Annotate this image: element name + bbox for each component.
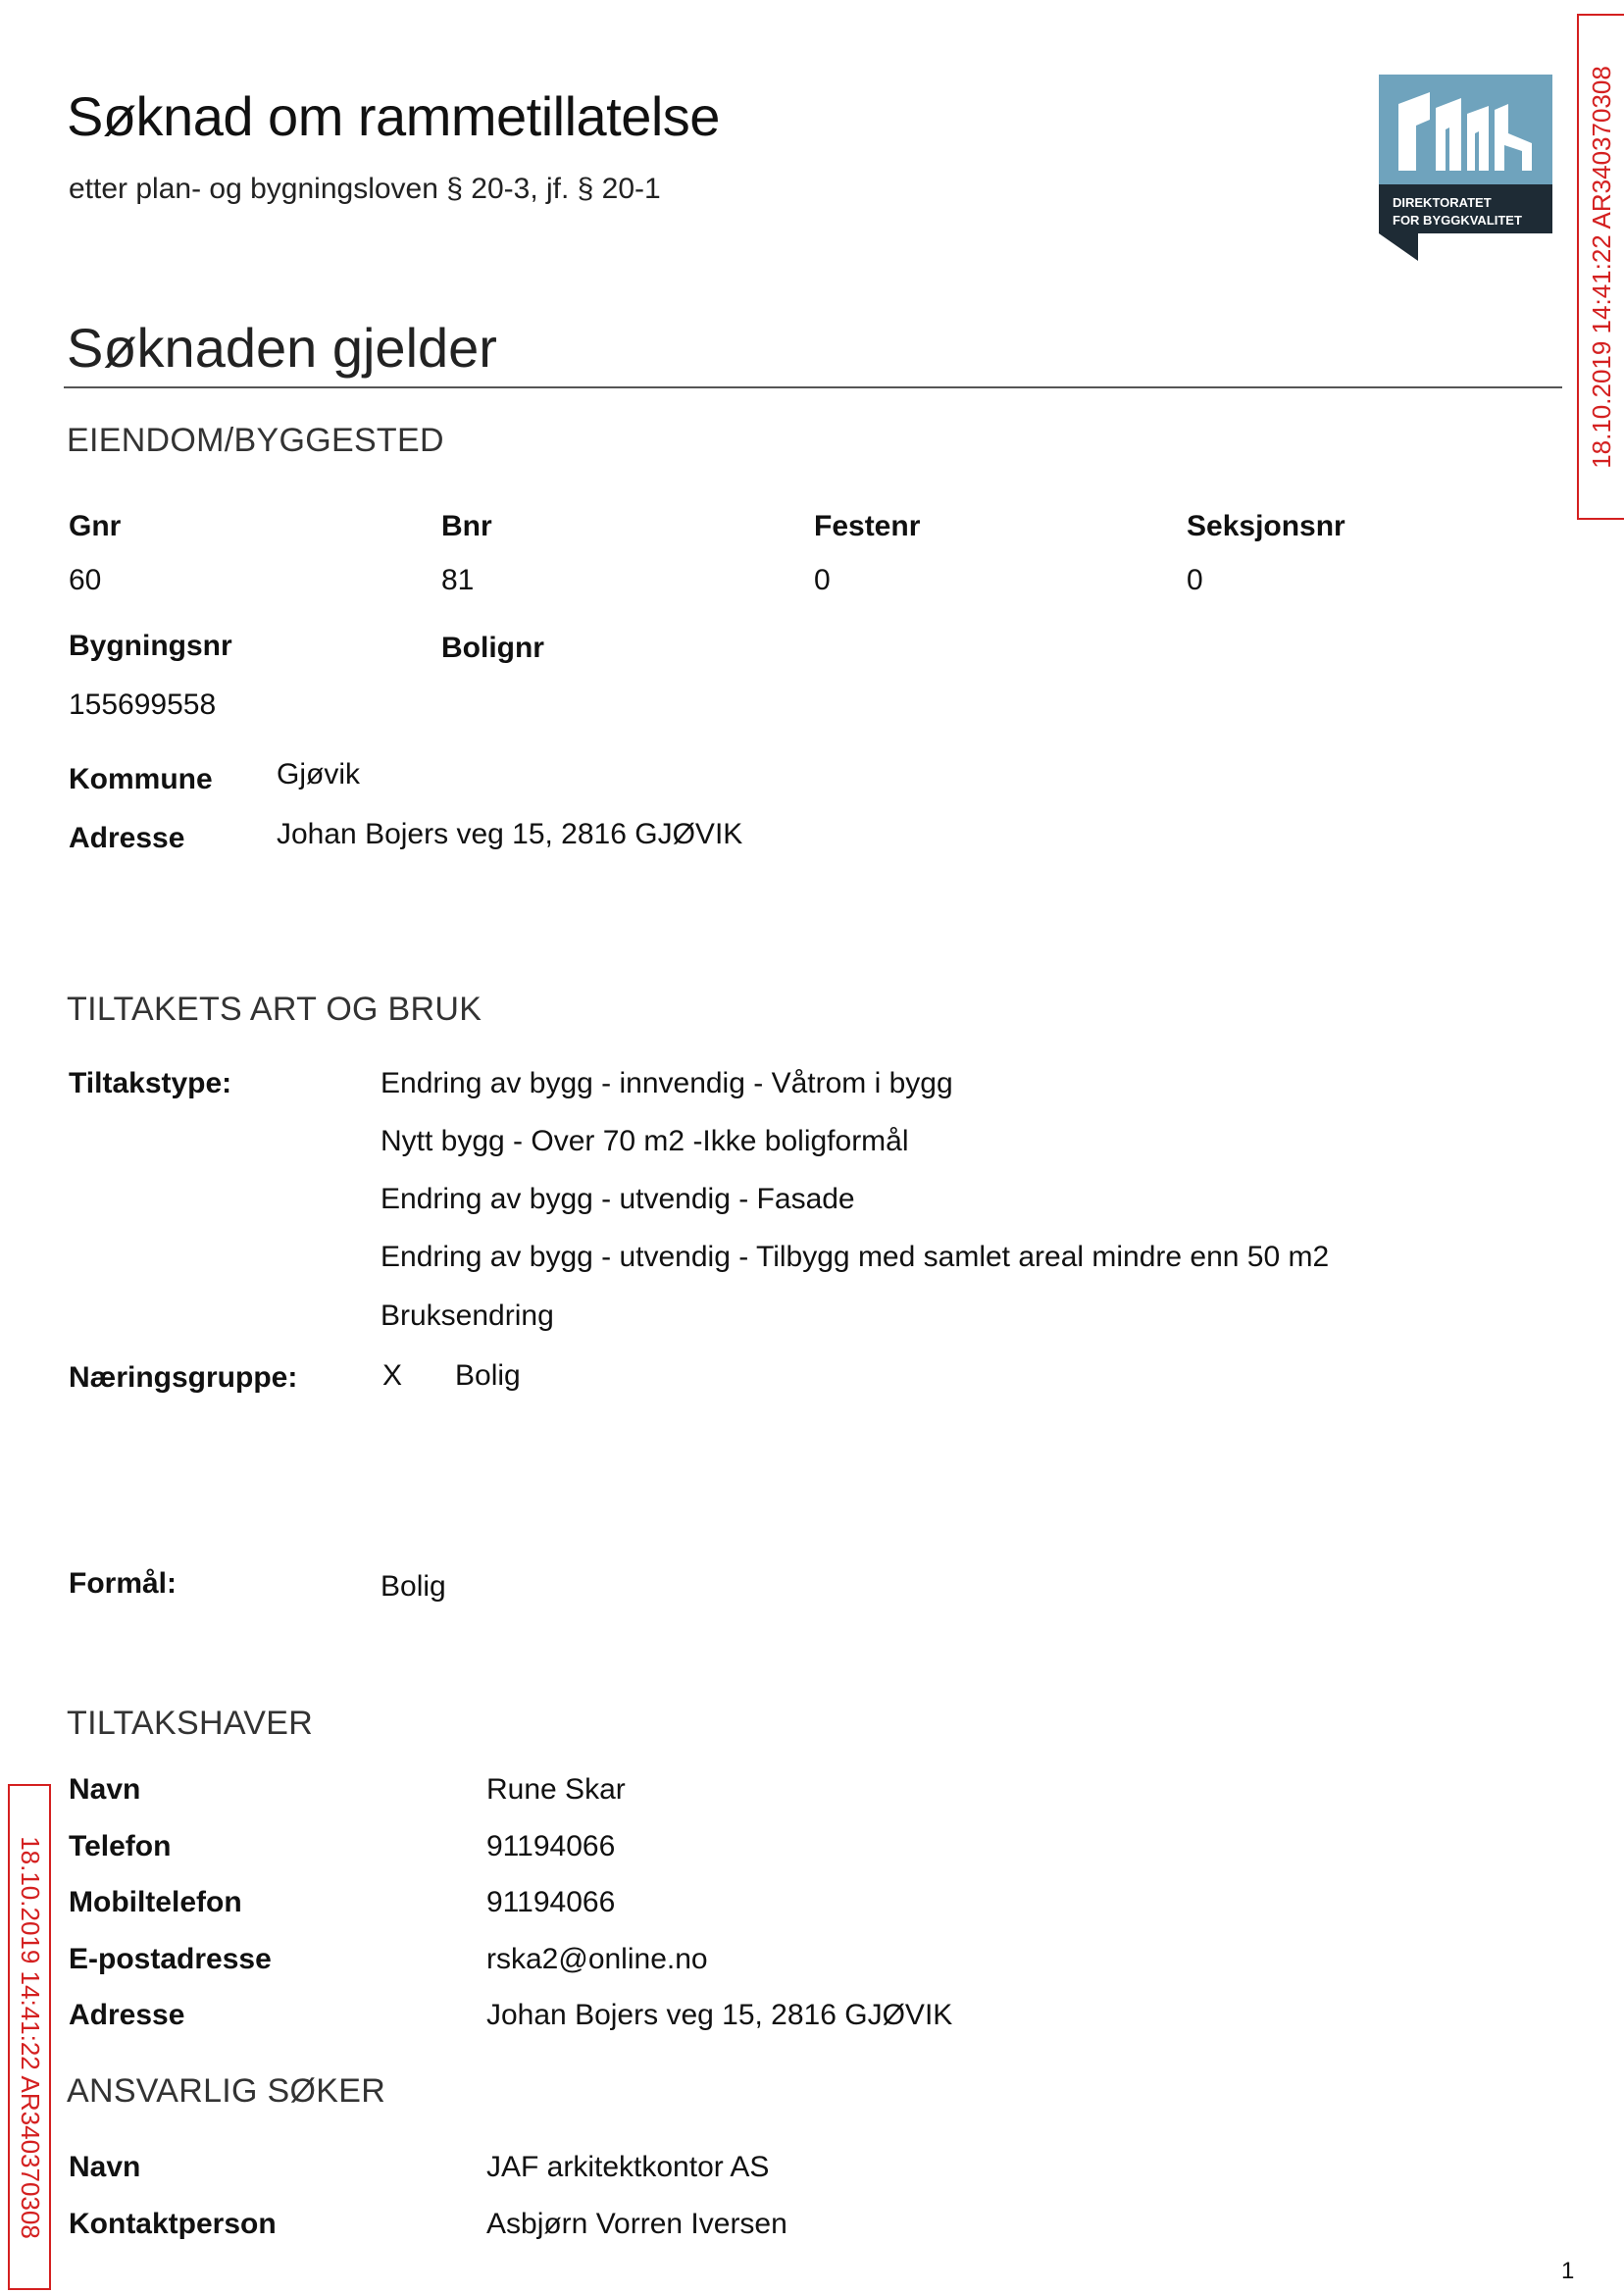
eiendom-heading: EIENDOM/BYGGESTED <box>67 422 444 459</box>
tiltakstype-item: Bruksendring <box>381 1300 554 1332</box>
soker-navn-value: JAF arkitektkontor AS <box>486 2151 770 2183</box>
soker-kontakt-value: Asbjørn Vorren Iversen <box>486 2208 787 2240</box>
gnr-label: Gnr <box>69 510 122 542</box>
adresse-label: Adresse <box>69 822 185 854</box>
tiltakstype-item: Endring av bygg - utvendig - Tilbygg med samlet areal mindre enn 50 m2 <box>381 1241 1330 1273</box>
received-stamp-left <box>8 1784 51 2290</box>
tiltakstype-label: Tiltakstype: <box>69 1067 232 1099</box>
document-title: Søknad om rammetillatelse <box>67 85 720 147</box>
soker-kontakt-label: Kontaktperson <box>69 2208 277 2240</box>
bnr-value: 81 <box>441 564 475 596</box>
naeringsgruppe-code: X <box>382 1359 403 1392</box>
document-subtitle: etter plan- og bygningsloven § 20-3, jf. § 20-1 <box>69 173 661 205</box>
tiltak-heading: TILTAKETS ART OG BRUK <box>67 991 482 1028</box>
soker-navn-label: Navn <box>69 2151 141 2183</box>
dibk-logo-graphic <box>1379 75 1552 261</box>
seksjonsnr-value: 0 <box>1187 564 1203 596</box>
kommune-value: Gjøvik <box>277 758 360 790</box>
tiltakshaver-heading: TILTAKSHAVER <box>67 1705 314 1742</box>
page-number: 1 <box>1561 2258 1575 2284</box>
gnr-value: 60 <box>69 564 102 596</box>
naeringsgruppe-value: Bolig <box>455 1359 521 1392</box>
section-divider <box>64 386 1562 388</box>
tiltakstype-item: Endring av bygg - innvendig - Våtrom i bygg <box>381 1067 953 1099</box>
tiltakshaver-epost-label: E-postadresse <box>69 1943 272 1975</box>
logo-line1: DIREKTORATET <box>1393 195 1492 210</box>
tiltakshaver-adresse-label: Adresse <box>69 1999 185 2031</box>
tiltakshaver-navn-label: Navn <box>69 1773 141 1806</box>
stamp-text: 18.10.2019 14:41:22 AR340370308 <box>15 1835 45 2239</box>
bygningsnr-label: Bygningsnr <box>69 630 232 662</box>
tiltakshaver-telefon-value: 91194066 <box>486 1830 616 1862</box>
tiltakshaver-epost-value: rska2@online.no <box>486 1943 708 1975</box>
bnr-label: Bnr <box>441 510 492 542</box>
festenr-label: Festenr <box>814 510 921 542</box>
bygningsnr-value: 155699558 <box>69 688 217 721</box>
tiltakshaver-telefon-label: Telefon <box>69 1830 172 1862</box>
formal-label: Formål: <box>69 1567 178 1600</box>
tiltakshaver-mobil-label: Mobiltelefon <box>69 1886 242 1918</box>
tiltakshaver-mobil-value: 91194066 <box>486 1886 616 1918</box>
section-title: Søknaden gjelder <box>67 317 497 379</box>
bolignr-label: Bolignr <box>441 632 544 664</box>
dibk-logo <box>1379 75 1552 261</box>
kommune-label: Kommune <box>69 763 213 795</box>
logo-line2: FOR BYGGKVALITET <box>1393 213 1522 228</box>
stamp-text: 18.10.2019 14:41:22 AR340370308 <box>1586 65 1616 469</box>
formal-value: Bolig <box>381 1570 446 1603</box>
seksjonsnr-label: Seksjonsnr <box>1187 510 1345 542</box>
tiltakstype-item: Nytt bygg - Over 70 m2 -Ikke boligformål <box>381 1125 909 1157</box>
tiltakshaver-navn-value: Rune Skar <box>486 1773 626 1806</box>
ansvarlig-soker-heading: ANSVARLIG SØKER <box>67 2072 386 2110</box>
tiltakshaver-adresse-value: Johan Bojers veg 15, 2816 GJØVIK <box>486 1999 953 2031</box>
received-stamp-right <box>1577 14 1624 520</box>
festenr-value: 0 <box>814 564 831 596</box>
naeringsgruppe-label: Næringsgruppe: <box>69 1361 298 1394</box>
adresse-value: Johan Bojers veg 15, 2816 GJØVIK <box>277 818 743 850</box>
tiltakstype-item: Endring av bygg - utvendig - Fasade <box>381 1183 855 1215</box>
